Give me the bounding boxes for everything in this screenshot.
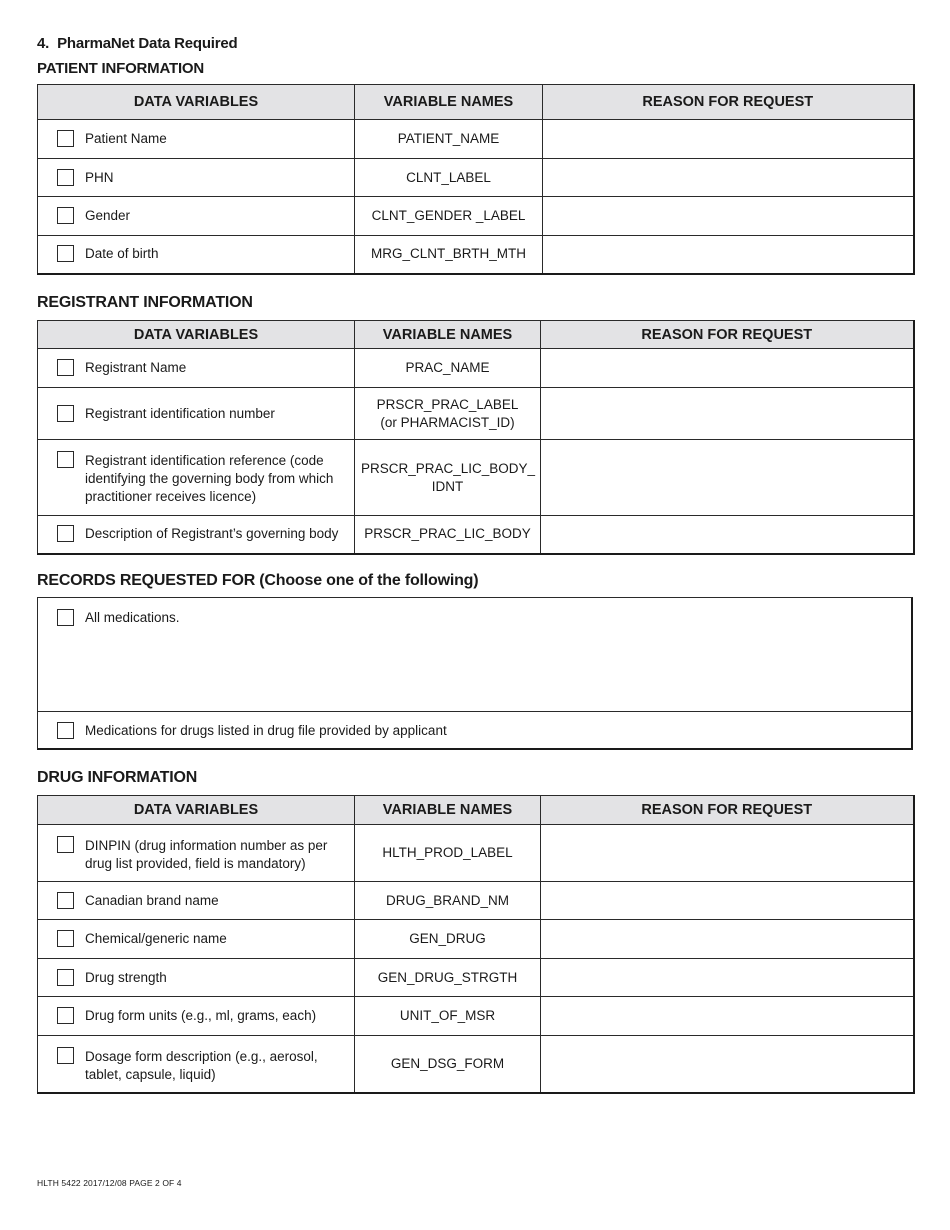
variable-name: GEN_DRUG bbox=[355, 920, 541, 959]
row-label: Registrant identification reference (code identifying the governing body from which practitioner receives licence) bbox=[85, 453, 334, 504]
variable-name: HLTH_PROD_LABEL bbox=[355, 825, 541, 882]
checkbox-gender[interactable] bbox=[57, 207, 74, 224]
checkbox-phn[interactable] bbox=[57, 169, 74, 186]
table-row bbox=[38, 516, 914, 554]
table-row bbox=[38, 825, 914, 882]
variable-name: MRG_CLNT_BRTH_MTH bbox=[355, 236, 543, 274]
reason-field[interactable] bbox=[543, 159, 914, 197]
records-option-drug-file bbox=[38, 712, 911, 750]
reason-field[interactable] bbox=[541, 388, 914, 440]
variable-name: PRSCR_PRAC_LABEL bbox=[376, 396, 519, 412]
checkbox-governing-body-description[interactable] bbox=[57, 525, 74, 542]
col-header-variable-names: VARIABLE NAMES bbox=[355, 85, 543, 120]
option-label: All medications. bbox=[85, 610, 180, 625]
table-row bbox=[38, 236, 914, 274]
checkbox-all-medications[interactable] bbox=[57, 609, 74, 626]
variable-name-line2: (or PHARMACIST_ID) bbox=[380, 414, 515, 430]
table-row bbox=[38, 1036, 914, 1093]
row-label: Dosage form description (e.g., aerosol, tablet, capsule, liquid) bbox=[85, 1049, 318, 1082]
variable-name: CLNT_GENDER _LABEL bbox=[355, 197, 543, 236]
reason-field[interactable] bbox=[541, 920, 914, 959]
checkbox-canadian-brand-name[interactable] bbox=[57, 892, 74, 909]
variable-name: GEN_DRUG_STRGTH bbox=[355, 959, 541, 997]
checkbox-registrant-id-number[interactable] bbox=[57, 405, 74, 422]
row-label: Chemical/generic name bbox=[85, 931, 227, 946]
row-label: Registrant Name bbox=[85, 360, 187, 375]
checkbox-date-of-birth[interactable] bbox=[57, 245, 74, 262]
table-row bbox=[38, 920, 914, 959]
table-row bbox=[38, 997, 914, 1036]
row-label: DINPIN (drug information number as per drug list provided, field is mandatory) bbox=[85, 838, 328, 871]
col-header-data-variables: DATA VARIABLES bbox=[38, 796, 355, 825]
checkbox-drug-form-units[interactable] bbox=[57, 1007, 74, 1024]
table-row bbox=[38, 959, 914, 997]
reason-field[interactable] bbox=[541, 825, 914, 882]
checkbox-dinpin[interactable] bbox=[57, 836, 74, 853]
section-title-text: PharmaNet Data Required bbox=[57, 35, 238, 52]
row-label: Drug form units (e.g., ml, grams, each) bbox=[85, 1008, 317, 1023]
registrant-table bbox=[37, 320, 915, 555]
patient-table-header bbox=[38, 85, 914, 120]
row-label: Date of birth bbox=[85, 246, 159, 262]
reason-field[interactable] bbox=[543, 120, 914, 159]
table-row bbox=[38, 159, 914, 197]
checkbox-drug-strength[interactable] bbox=[57, 969, 74, 986]
col-header-reason: REASON FOR REQUEST bbox=[543, 85, 914, 120]
row-label: Gender bbox=[85, 208, 131, 223]
reason-field[interactable] bbox=[541, 349, 914, 388]
registrant-table-header bbox=[38, 321, 914, 349]
row-label: Description of Registrant’s governing body bbox=[85, 526, 339, 542]
table-row bbox=[38, 120, 914, 159]
col-header-reason: REASON FOR REQUEST bbox=[541, 796, 914, 825]
variable-name: DRUG_BRAND_NM bbox=[355, 882, 541, 920]
checkbox-dosage-form-description[interactable] bbox=[57, 1047, 74, 1064]
reason-field[interactable] bbox=[541, 959, 914, 997]
variable-name: PRAC_NAME bbox=[405, 360, 490, 375]
row-label: Drug strength bbox=[85, 969, 167, 985]
checkbox-registrant-name[interactable] bbox=[57, 359, 74, 376]
table-row bbox=[38, 388, 914, 440]
row-label: Canadian brand name bbox=[85, 892, 219, 908]
reason-field[interactable] bbox=[543, 197, 914, 236]
variable-name: UNIT_OF_MSR bbox=[355, 997, 541, 1036]
reason-field[interactable] bbox=[541, 997, 914, 1036]
col-header-variable-names: VARIABLE NAMES bbox=[355, 796, 541, 825]
patient-heading: PATIENT INFORMATION bbox=[37, 60, 205, 77]
row-label: Patient Name bbox=[85, 131, 167, 146]
variable-name: PRSCR_PRAC_LIC_BODY bbox=[364, 526, 531, 542]
table-row bbox=[38, 197, 914, 236]
drug-table-header bbox=[38, 796, 914, 825]
table-row bbox=[38, 440, 914, 516]
variable-name: PRSCR_PRAC_LIC_BODY_ bbox=[361, 460, 536, 476]
variable-name-line2: IDNT bbox=[431, 478, 464, 494]
records-heading: RECORDS REQUESTED FOR (Choose one of the following) bbox=[37, 572, 479, 589]
row-label: Registrant identification number bbox=[85, 405, 275, 421]
drug-table bbox=[37, 795, 915, 1094]
records-options-box bbox=[37, 597, 913, 750]
section-title bbox=[37, 35, 238, 52]
checkbox-drug-file-medications[interactable] bbox=[57, 722, 74, 739]
reason-field[interactable] bbox=[543, 236, 914, 274]
option-label: Medications for drugs listed in drug file provided by applicant bbox=[85, 723, 447, 738]
page-footer: HLTH 5422 2017/12/08 PAGE 2 OF 4 bbox=[37, 1178, 182, 1188]
section-number: 4. bbox=[37, 35, 50, 52]
col-header-variable-names: VARIABLE NAMES bbox=[355, 321, 541, 349]
drug-heading: DRUG INFORMATION bbox=[37, 769, 198, 786]
patient-table bbox=[37, 84, 915, 275]
reason-field[interactable] bbox=[541, 440, 914, 516]
table-row bbox=[38, 882, 914, 920]
checkbox-patient-name[interactable] bbox=[57, 130, 74, 147]
checkbox-registrant-id-reference[interactable] bbox=[57, 451, 74, 468]
col-header-data-variables: DATA VARIABLES bbox=[38, 85, 355, 120]
variable-name: PATIENT_NAME bbox=[355, 120, 543, 159]
variable-name: GEN_DSG_FORM bbox=[355, 1036, 541, 1093]
table-row bbox=[38, 349, 914, 388]
registrant-heading: REGISTRANT INFORMATION bbox=[37, 294, 253, 311]
col-header-reason: REASON FOR REQUEST bbox=[541, 321, 914, 349]
col-header-data-variables: DATA VARIABLES bbox=[38, 321, 355, 349]
checkbox-chemical-generic-name[interactable] bbox=[57, 930, 74, 947]
reason-field[interactable] bbox=[541, 516, 914, 554]
reason-field[interactable] bbox=[541, 1036, 914, 1093]
variable-name: CLNT_LABEL bbox=[355, 159, 543, 197]
row-label: PHN bbox=[85, 169, 114, 185]
reason-field[interactable] bbox=[541, 882, 914, 920]
records-option-all bbox=[38, 598, 911, 712]
